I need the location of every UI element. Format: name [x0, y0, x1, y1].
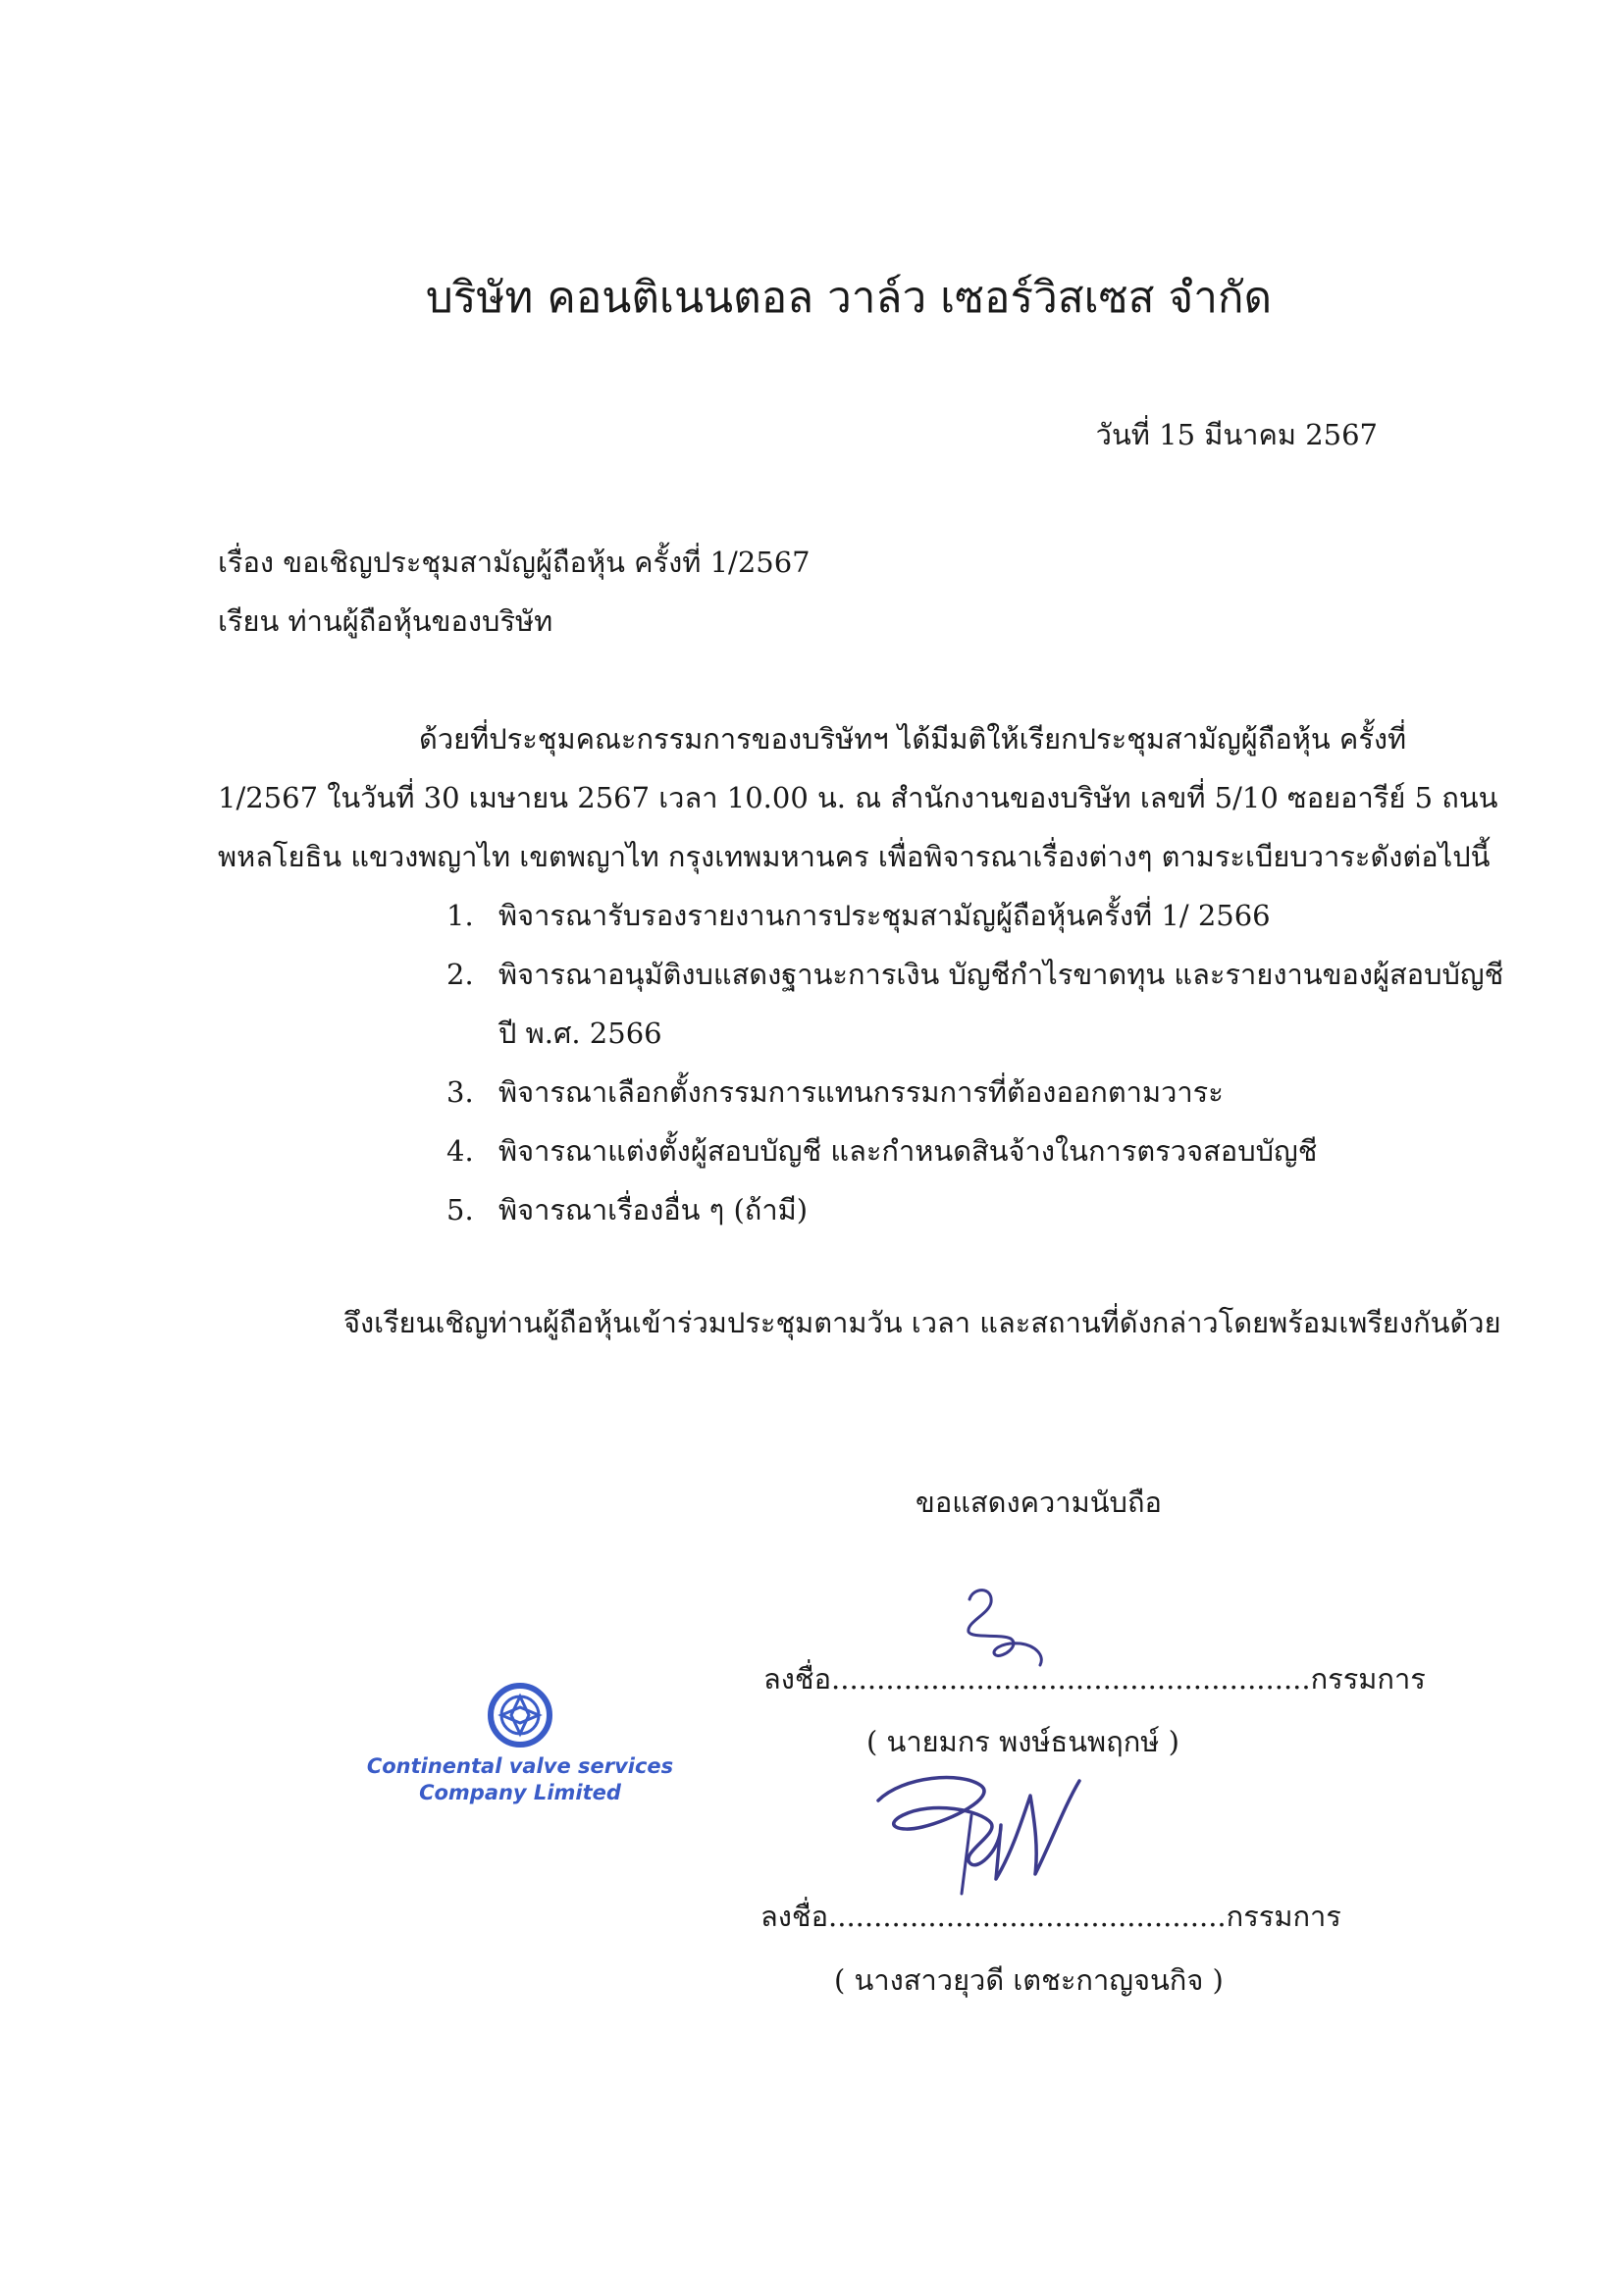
agenda-text: พิจารณารับรองรายงานการประชุมสามัญผู้ถือหุ้นครั้งที่ 1/ 2566: [498, 899, 1271, 932]
agenda-item-1: [446, 893, 1271, 938]
agenda-number: 3.: [446, 1075, 474, 1109]
signer-name-2: ( นางสาวยุวดี เตชะกาญจนกิจ ): [834, 1963, 1224, 1997]
agenda-number: 2.: [446, 958, 474, 991]
agenda-item-5: [446, 1187, 808, 1232]
signature-2-scribble-icon: [864, 1756, 1089, 1904]
agenda-number: 1.: [446, 899, 474, 932]
logo-line-2: Company Limited: [419, 1781, 621, 1804]
agenda-item-2-continuation: ปี พ.ศ. 2566: [498, 1017, 662, 1050]
body-line-1: ด้วยที่ประชุมคณะกรรมการของบริษัทฯ ได้มีมติให้เรียกประชุมสามัญผู้ถือหุ้น ครั้งที่: [419, 722, 1407, 756]
agenda-text: พิจารณาแต่งตั้งผู้สอบบัญชี และกำหนดสินจ้างในการตรวจสอบบัญชี: [498, 1134, 1318, 1168]
agenda-text: พิจารณาอนุมัติงบแสดงฐานะการเงิน บัญชีกำไรขาดทุน และรายงานของผู้สอบบัญชี: [498, 958, 1504, 991]
date-line: วันที่ 15 มีนาคม 2567: [1095, 418, 1378, 451]
signature-line-1: ลงชื่อ.....................................................กรรมการ: [763, 1662, 1426, 1696]
closing-line: จึงเรียนเชิญท่านผู้ถือหุ้นเข้าร่วมประชุมตามวัน เวลา และสถานที่ดังกล่าวโดยพร้อมเพรียงกันด้วย: [343, 1306, 1501, 1339]
logo-line-1: Continental valve services: [366, 1754, 674, 1778]
agenda-item-2: [446, 952, 1503, 997]
signer-name-1: ( นายมกร พงษ์ธนพฤกษ์ ): [866, 1725, 1179, 1758]
logo-text: [363, 1753, 677, 1806]
body-line-2: 1/2567 ในวันที่ 30 เมษายน 2567 เวลา 10.00 น. ณ สำนักงานของบริษัท เลขที่ 5/10 ซอยอารีย์ 5 ถนน: [218, 781, 1498, 814]
regards-line: ขอแสดงความนับถือ: [916, 1486, 1162, 1519]
agenda-text: พิจารณาเรื่องอื่น ๆ (ถ้ามี): [498, 1193, 809, 1226]
subject-line: เรื่อง ขอเชิญประชุมสามัญผู้ถือหุ้น ครั้งที่ 1/2567: [218, 546, 811, 579]
signature-line-2: ลงชื่อ............................................กรรมการ: [760, 1900, 1341, 1933]
agenda-item-4: [446, 1128, 1317, 1174]
company-title: บริษัท คอนติเนนตอล วาล์ว เซอร์วิสเซส จำกัด: [425, 273, 1273, 323]
body-line-3: พหลโยธิน แขวงพญาไท เขตพญาไท กรุงเทพมหานคร เพื่อพิจารณาเรื่องต่างๆ ตามระเบียบวาระดังต่อไปนี้: [218, 840, 1491, 873]
salutation-line: เรียน ท่านผู้ถือหุ้นของบริษัท: [218, 604, 553, 638]
company-logo: [363, 1681, 677, 1806]
agenda-number: 5.: [446, 1193, 474, 1226]
agenda-number: 4.: [446, 1134, 474, 1168]
logo-emblem-icon: [486, 1681, 554, 1749]
agenda-item-3: [446, 1070, 1224, 1115]
agenda-text: พิจารณาเลือกตั้งกรรมการแทนกรรมการที่ต้องออกตามวาระ: [498, 1075, 1224, 1109]
